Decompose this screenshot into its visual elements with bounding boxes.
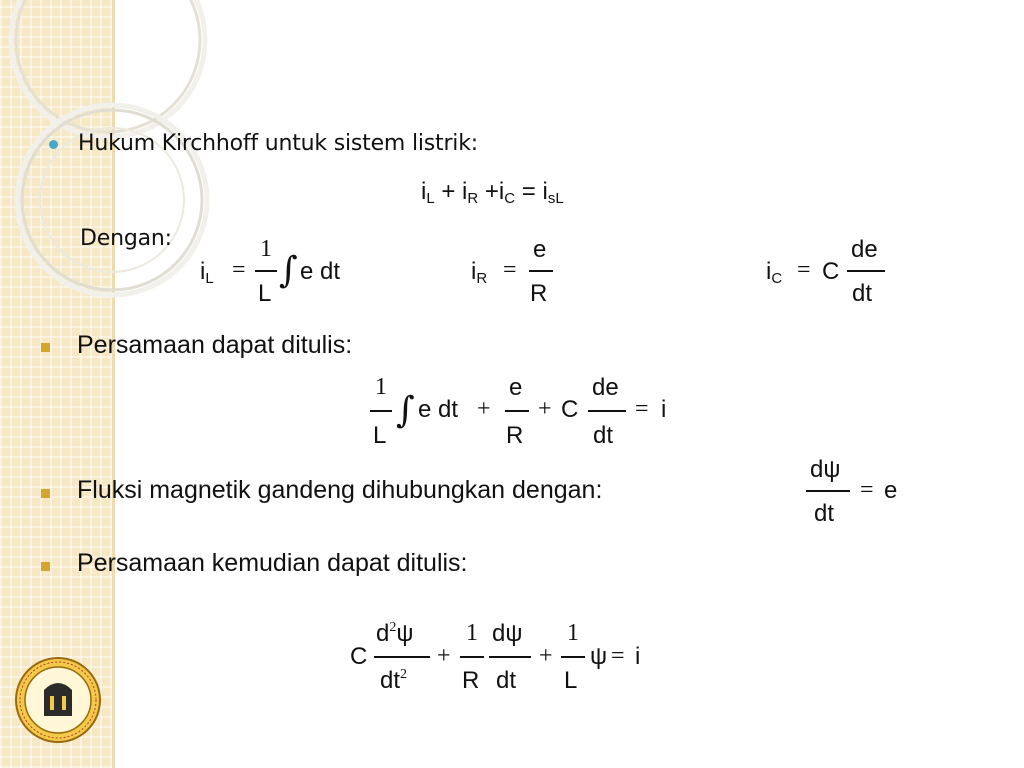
bullet-text-persamaan: Persamaan dapat ditulis: [77, 331, 353, 359]
bullet-marker-square [41, 343, 50, 352]
dengan-label: Dengan: [80, 226, 172, 251]
bullet-marker-square [41, 489, 50, 498]
bullet-text-kemudian: Persamaan kemudian dapat ditulis: [77, 549, 468, 577]
bullet-text-fluksi: Fluksi magnetik gandeng dihubungkan dengan: [77, 476, 603, 504]
university-seal-icon [14, 656, 102, 744]
bullet-text-kirchhoff: Hukum Kirchhoff untuk sistem listrik: [78, 131, 478, 156]
bullet-marker-square [41, 562, 50, 571]
bullet-marker-round [49, 140, 58, 149]
kirchhoff-current-equation: $i_L + i_R +i_C = i_{sL}$ [421, 178, 564, 207]
